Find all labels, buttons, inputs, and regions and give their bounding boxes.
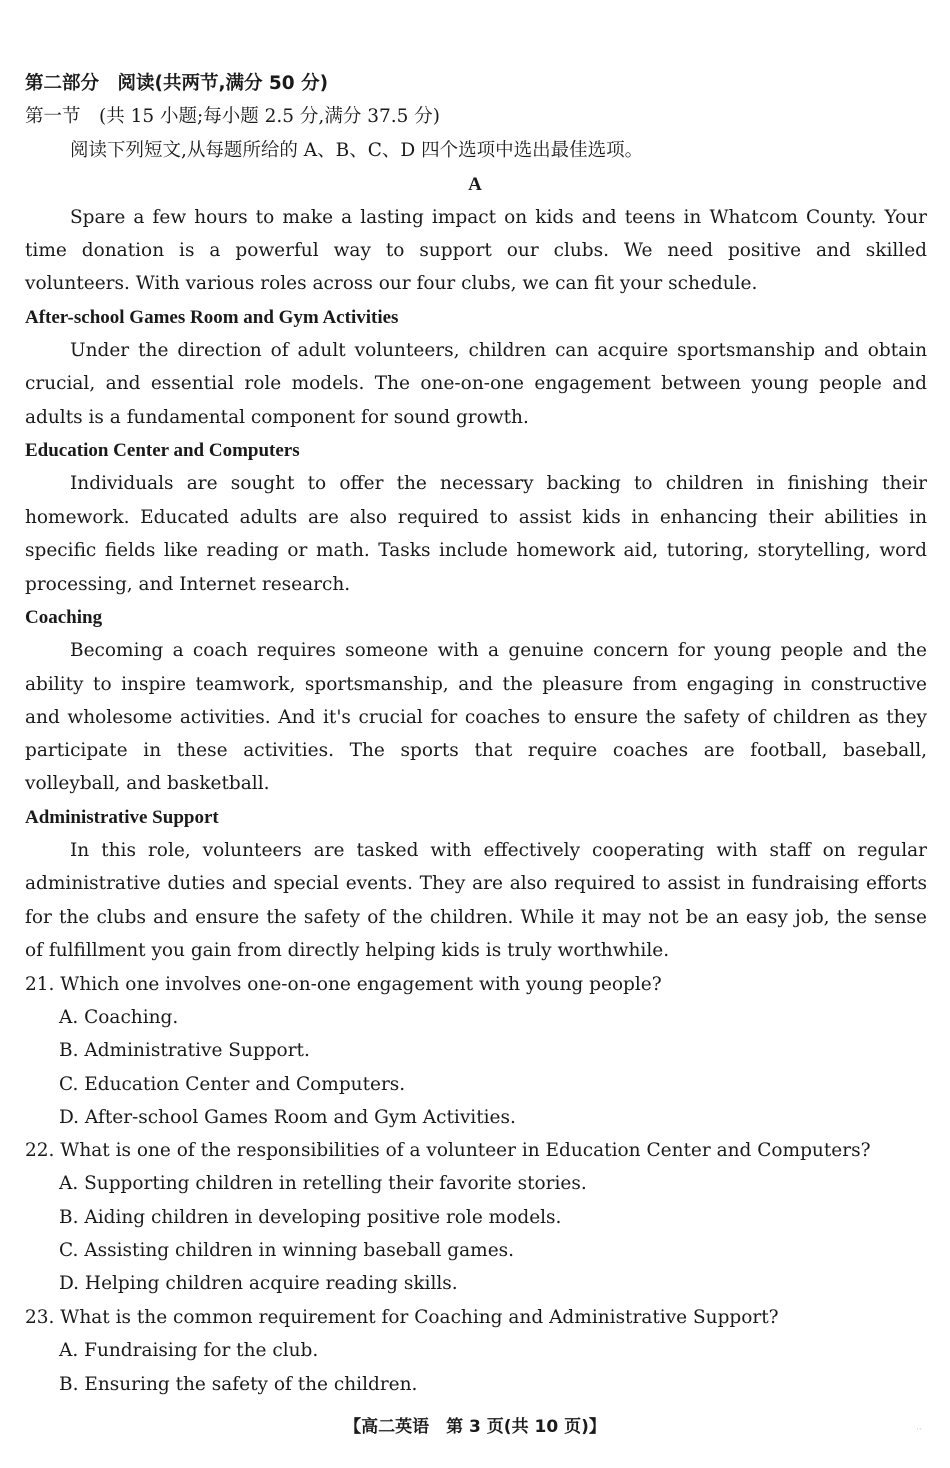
answer-option: C. Assisting children in winning baseball games. xyxy=(59,1240,515,1261)
intro-line: volunteers. With various roles across our four clubs, we can fit your schedule. xyxy=(25,273,758,294)
corner-mark: ·· xyxy=(916,1425,922,1435)
answer-option: C. Education Center and Computers. xyxy=(59,1074,406,1095)
paragraph-line: homework. Educated adults are also required to assist kids in enhancing their abilities in xyxy=(25,507,927,528)
paragraph-line: Becoming a coach requires someone with a genuine concern for young people and the xyxy=(70,640,927,661)
paragraph-line: Under the direction of adult volunteers, children can acquire sportsmanship and obtain xyxy=(70,340,927,361)
paragraph-line: specific fields like reading or math. Tasks include homework aid, tutoring, storytelling, word xyxy=(25,540,927,561)
paragraph-line: ability to inspire teamwork, sportsmanship, and the pleasure from engaging in constructive xyxy=(25,674,927,695)
answer-option: B. Ensuring the safety of the children. xyxy=(59,1374,418,1395)
instruction: 阅读下列短文,从每题所给的 A、B、C、D 四个选项中选出最佳选项。 xyxy=(70,140,644,161)
answer-option: B. Aiding children in developing positive role models. xyxy=(59,1207,562,1228)
answer-option: D. After-school Games Room and Gym Activities. xyxy=(59,1107,516,1128)
answer-option: A. Coaching. xyxy=(59,1007,179,1028)
paragraph-line: adults is a fundamental component for sound growth. xyxy=(25,407,529,428)
passage-label: A xyxy=(468,174,482,195)
section-heading-administrative: Administrative Support xyxy=(25,807,219,828)
question-stem-22: 22. What is one of the responsibilities of a volunteer in Education Center and Computers? xyxy=(25,1140,871,1161)
intro-line: time donation is a powerful way to support our clubs. We need positive and skilled xyxy=(25,240,927,261)
page-footer: 【高二英语 第 3 页(共 10 页)】 xyxy=(344,1417,606,1437)
paragraph-line: processing, and Internet research. xyxy=(25,574,351,595)
paragraph-line: for the clubs and ensure the safety of the children. While it may not be an easy job, the sense xyxy=(25,907,927,928)
answer-option: D. Helping children acquire reading skills. xyxy=(59,1273,458,1294)
paragraph-line: In this role, volunteers are tasked with effectively cooperating with staff on regular xyxy=(70,840,927,861)
question-stem-21: 21. Which one involves one-on-one engagement with young people? xyxy=(25,974,662,995)
paragraph-line: volleyball, and basketball. xyxy=(25,773,270,794)
section-title: 第一节 (共 15 小题;每小题 2.5 分,满分 37.5 分) xyxy=(25,106,440,127)
section-heading-games-room: After-school Games Room and Gym Activities xyxy=(25,307,399,328)
intro-line: Spare a few hours to make a lasting impact on kids and teens in Whatcom County. Your xyxy=(70,207,927,228)
paragraph-line: Individuals are sought to offer the necessary backing to children in finishing their xyxy=(70,473,927,494)
paragraph-line: and wholesome activities. And it's crucial for coaches to ensure the safety of children as they xyxy=(25,707,927,728)
answer-option: B. Administrative Support. xyxy=(59,1040,310,1061)
paragraph-line: participate in these activities. The sports that require coaches are football, baseball, xyxy=(25,740,927,761)
part-title: 第二部分 阅读(共两节,满分 50 分) xyxy=(25,73,329,94)
question-stem-23: 23. What is the common requirement for Coaching and Administrative Support? xyxy=(25,1307,779,1328)
answer-option: A. Supporting children in retelling their favorite stories. xyxy=(59,1173,587,1194)
section-heading-coaching: Coaching xyxy=(25,607,103,628)
answer-option: A. Fundraising for the club. xyxy=(59,1340,319,1361)
paragraph-line: crucial, and essential role models. The one-on-one engagement between young people and xyxy=(25,373,927,394)
paragraph-line: administrative duties and special events. They are also required to assist in fundraising efforts xyxy=(25,873,927,894)
paragraph-line: of fulfillment you gain from directly helping kids is truly worthwhile. xyxy=(25,940,670,961)
section-heading-education-center: Education Center and Computers xyxy=(25,440,300,461)
